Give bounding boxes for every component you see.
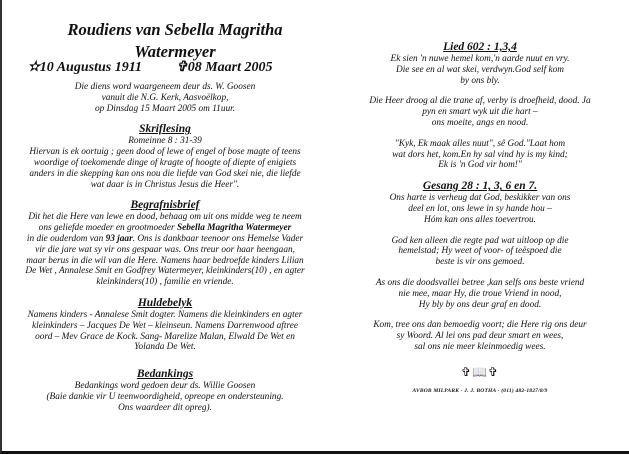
verse-line: vanuit die N.G. Kerk, Aasvoëlkop, [101, 92, 229, 103]
verse-line: As ons die doodsvallei betree ,kan selfs ons beste vriend [375, 277, 585, 288]
verse-line: wat dors het, kom.En hy sal vind hy is my kind; [392, 149, 568, 160]
skriflesing-heading: Skriflesing [139, 123, 191, 136]
verse-line: beste is vir ons gemoed. [435, 257, 525, 268]
verse-line: anders in die skepping kan ons nou die liefde van God skei nie, die liefde [29, 168, 301, 179]
verse-line: Kom, tree ons dan bemoedig voort; die Here rig ons deur [373, 320, 587, 331]
left-panel [40, 19, 310, 63]
verse-line: pyn en smart wyk uit die hart – [422, 107, 538, 118]
verse-line: "Kyk, Ek maak alles nuut", sê God."Laat hom [394, 138, 566, 149]
title-line2: Watermeyer [134, 42, 216, 61]
verse-line: Yolanda De Wet. [134, 342, 196, 353]
verse-line: Ons harte is verheug dat God, beskikker van ons [389, 193, 571, 204]
left-body [20, 82, 310, 414]
gesang-verse [360, 278, 600, 310]
verse-line: wat daar is in Christus Jesus die Heer". [90, 179, 240, 190]
verse-line: Bedankings word gedoen deur ds. Willie Goosen [74, 381, 256, 392]
bedankings-heading: Bedankings [136, 368, 194, 381]
verse-line: maar berus in die wil van die Here. Namens haar bedroefde kinders Lilian [26, 255, 304, 266]
verse-line: 93 jaar [105, 233, 133, 244]
verse-line: Namens kinders - Annalese Smit dogter. Namens die kleinkinders en agter [27, 309, 303, 320]
verse-line: Die Heer droog al die trane af, verby is droefheid, dood. Ja [369, 96, 591, 107]
footer-credit: AVBOB MILPARK - J. J. BOTHA - (011) 482-1827/8/9 [412, 387, 548, 394]
bedankings-text [20, 381, 310, 413]
verse-line: Ek sien 'n nuwe hemel kom,'n aarde nuut en vry. [390, 54, 570, 64]
verse-line: (Baie dankie vir U teenwoordigheid, opreope en ondersteuning. [46, 391, 284, 402]
birth-date [28, 59, 142, 76]
verse-line: Hiervan is ek oortuig ; geen dood of lewe of engel of bose magte of teens [29, 147, 301, 158]
verse-line: Hóm kan ons alles toevertrou. [424, 214, 536, 225]
begrafnisbrief-text [20, 212, 310, 288]
star-icon: ✫ [28, 60, 40, 75]
title-line1: Roudiens van Sebella Magritha [67, 20, 283, 39]
gesang-verse [360, 320, 600, 352]
verse-line: kleinkinders(10) , familie en vriende. [96, 277, 234, 288]
verse-line: ons moeite, angs en nood. [431, 117, 529, 128]
verse-line: Hy bly by ons deur graf en dood. [418, 299, 542, 310]
verse-line: De Wet , Annalese Smit en Godfrey Watermeyer, kleinkinders(10) , en agter [25, 266, 305, 277]
scripture-text [20, 147, 310, 190]
verse-line: 08 Maart 2005 [187, 60, 273, 75]
verse-line: vir die jare wat sy vir ons gespaar was. Ons treur oor haar heengaan, [35, 244, 295, 255]
gesang-heading: Gesang 28 : 1, 3, 6 en 7. [422, 180, 538, 193]
verse-line: hemelstad; Hy weet of voor- of teëspoed die [398, 246, 562, 257]
verse-line: Sebella Magritha Watermeyer [176, 223, 292, 234]
verse-line: nie mee, maar Hy, die troue Vriend in nood, [398, 288, 562, 299]
verse-line: Die diens word waargeneem deur ds. W. Goosen [74, 82, 256, 92]
verse-line: sal ons nie meer kleinmoedig wees. [414, 341, 546, 352]
verse-line: Ek is 'n God vir hom!" [438, 160, 522, 171]
lied-verse [360, 54, 600, 86]
verse-line: woordige of toekomende dinge of kragte of hoogte of diepte of enigiets [33, 157, 297, 168]
verse-line: in die ouderdom van [26, 233, 106, 244]
lied-verse [360, 139, 600, 171]
verse-line: ons geliefde moeder en grootmoeder [38, 223, 177, 234]
huldebelyk-text [20, 310, 310, 353]
verse-line: God ken alleen die regte pad wat uitloop op die [391, 235, 569, 246]
verse-line: Dit het die Here van lewe en dood, behaag om uit ons midde weg te neem [28, 212, 302, 223]
verse-line: by ons bly. [460, 75, 500, 86]
verse-line: . Ons is dankbaar teenoor ons Hemelse Vader [132, 233, 304, 244]
verse-line: Ons waardeer dit opreg). [118, 402, 212, 413]
verse-line: sy Woord. Al lei ons pad deur smart en wees, [396, 331, 564, 342]
service-info [20, 82, 310, 114]
cross-bible-icon: ✞📖✞ [460, 364, 500, 379]
cross-icon: ✞ [176, 60, 188, 75]
begrafnisbrief-heading: Begrafnisbrief [130, 199, 200, 212]
verse-line: Die see en al wat skei, verdwyn.God self kom [396, 64, 564, 75]
death-date [176, 59, 273, 76]
huldebelyk-heading: Huldebelyk [137, 296, 193, 309]
verse-line: op Dinsdag 15 Maart 2005 om 11uur. [94, 103, 236, 114]
right-panel [360, 32, 600, 396]
scripture-ref: Romeinne 8 : 31-39 [128, 136, 202, 147]
verse-line: deel en lot, ons lewe in sy hande hou – [408, 203, 552, 214]
verse-line: oord – Mev Grace de Kock. Sang- Marelize Malan, Elwald De Wet en [35, 331, 295, 342]
gesang-verse [360, 193, 600, 225]
verse-line: kleinkinders – Jacques De Wet – kleinseun. Namens Darrenwood aftree [32, 320, 298, 331]
lied-heading: Lied 602 : 1,3,4 [443, 41, 517, 53]
verse-line: 10 Augustus 1911 [39, 60, 142, 75]
gesang-verse [360, 236, 600, 268]
lied-verse [360, 96, 600, 128]
